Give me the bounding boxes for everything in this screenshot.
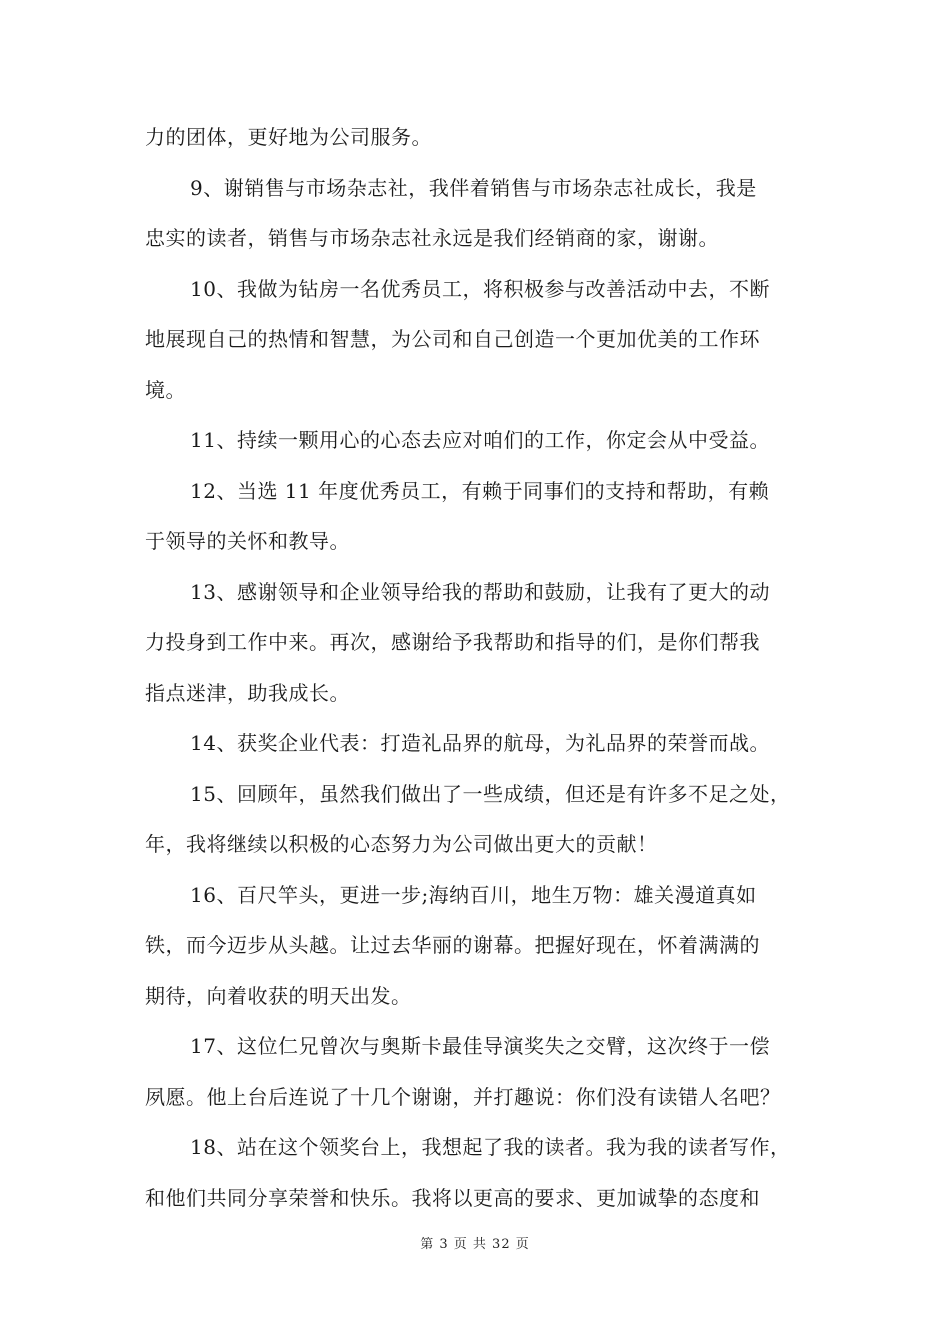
text-line: 年，我将继续以积极的心态努力为公司做出更大的贡献！ bbox=[145, 832, 658, 856]
text-line: 10、我做为钻房一名优秀员工，将积极参与改善活动中去，不断 bbox=[190, 276, 770, 301]
text-line: 力的团体，更好地为公司服务。 bbox=[145, 125, 432, 149]
text-line: 境。 bbox=[145, 377, 186, 402]
text-line: 和他们共同分享荣誉和快乐。我将以更高的要求、更加诚挚的态度和 bbox=[145, 1185, 760, 1210]
text-line: 地展现自己的热情和智慧，为公司和自己创造一个更加优美的工作环 bbox=[145, 327, 760, 351]
text-line: 13、感谢领导和企业领导给我的帮助和鼓励，让我有了更大的动 bbox=[190, 579, 770, 604]
text-line: 14、获奖企业代表：打造礼品界的航母，为礼品界的荣誉而战。 bbox=[190, 731, 770, 755]
text-line: 夙愿。他上台后连说了十几个谢谢，并打趣说：你们没有读错人名吧？ bbox=[145, 1084, 781, 1109]
page-footer: 第 3 页 共 32 页 bbox=[420, 1237, 530, 1252]
text-line: 15、回顾年，虽然我们做出了一些成绩，但还是有许多不足之处， bbox=[190, 781, 791, 806]
text-line: 11、持续一颗用心的心态去应对咱们的工作，你定会从中受益。 bbox=[190, 428, 770, 452]
text-line: 12、当选 11 年度优秀员工，有赖于同事们的支持和帮助，有赖 bbox=[190, 478, 770, 503]
text-line: 忠实的读者，销售与市场杂志社永远是我们经销商的家，谢谢。 bbox=[145, 226, 719, 250]
text-line: 9、谢销售与市场杂志社，我伴着销售与市场杂志社成长，我是 bbox=[190, 175, 757, 200]
text-line: 铁，而今迈步从头越。让过去华丽的谢幕。把握好现在，怀着满满的 bbox=[145, 933, 760, 957]
text-line: 于领导的关怀和教导。 bbox=[145, 529, 350, 553]
text-line: 17、这位仁兄曾次与奥斯卡最佳导演奖失之交臂，这次终于一偿 bbox=[190, 1034, 770, 1058]
text-line: 18、站在这个领奖台上，我想起了我的读者。我为我的读者写作， bbox=[190, 1135, 791, 1159]
text-line: 力投身到工作中来。再次，感谢给予我帮助和指导的们，是你们帮我 bbox=[145, 630, 760, 654]
text-line: 16、百尺竿头，更进一步;海纳百川，地生万物：雄关漫道真如 bbox=[190, 882, 757, 907]
document-body bbox=[145, 112, 805, 1223]
text-line: 指点迷津，助我成长。 bbox=[145, 680, 350, 705]
text-line: 期待，向着收获的明天出发。 bbox=[145, 983, 412, 1008]
